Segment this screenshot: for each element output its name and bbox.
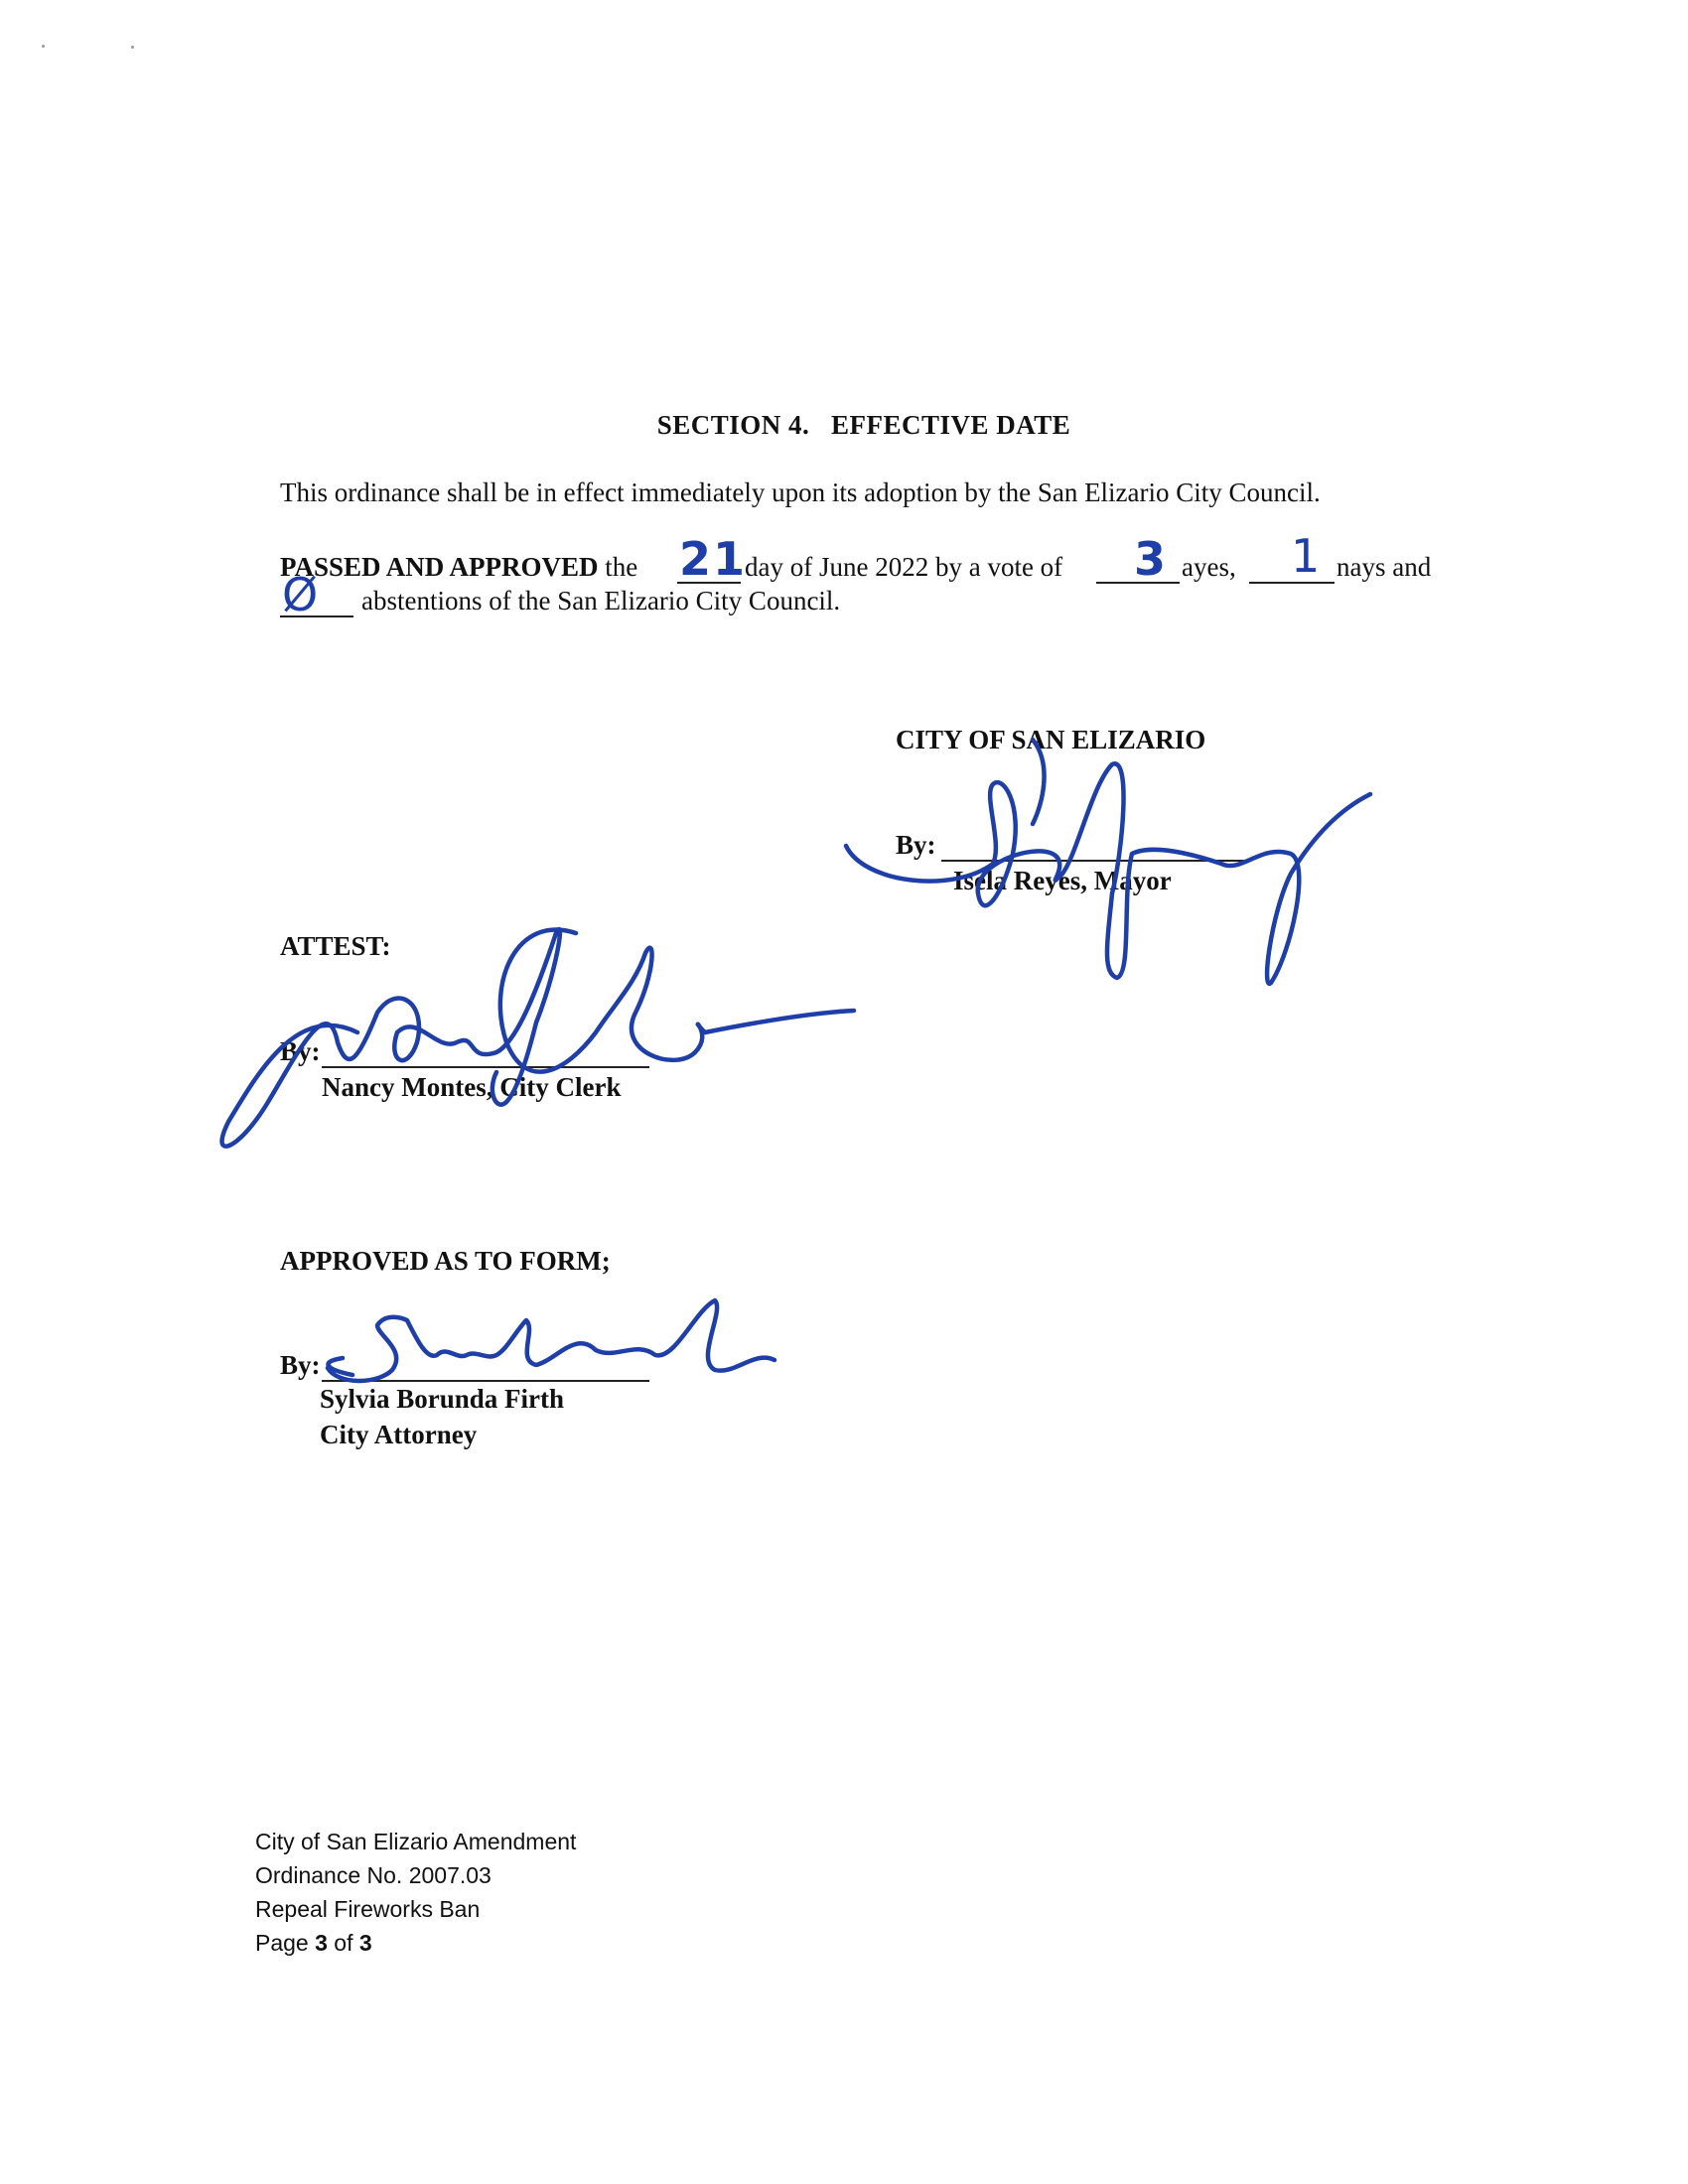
attest-signer: Nancy Montes, City Clerk: [322, 1072, 622, 1102]
page-total: 3: [358, 1930, 372, 1956]
day-text: day of June 2022 by a vote of: [745, 552, 1063, 582]
approved-signature-line: [322, 1380, 649, 1382]
footer-line-3: Repeal Fireworks Ban: [255, 1896, 481, 1922]
day-blank: [677, 582, 741, 584]
page-prefix: Page: [255, 1930, 309, 1956]
attest-by-label: By:: [280, 1036, 321, 1066]
city-signer: Isela Reyes, Mayor: [953, 866, 1172, 895]
scan-speck: [131, 46, 134, 49]
page-current: 3: [315, 1930, 328, 1956]
footer-line-2: Ordinance No. 2007.03: [255, 1862, 492, 1888]
abstentions-text: abstentions of the San Elizario City Council.: [361, 586, 841, 615]
nays-blank: [1249, 582, 1335, 584]
ayes-text: ayes,: [1182, 552, 1236, 582]
passed-approved-line: [280, 552, 637, 583]
effective-text: This ordinance shall be in effect immediately upon its adoption by the San Elizario City Council.: [280, 478, 1321, 507]
passed-lead: PASSED AND APPROVED: [280, 552, 599, 582]
attorney-signature-icon: [328, 1300, 774, 1381]
attest-signature-line: [322, 1066, 649, 1068]
approved-by-label: By:: [280, 1350, 321, 1380]
city-by-label: By:: [896, 830, 936, 860]
abstentions-value: Ø: [282, 568, 319, 621]
attest-label: ATTEST:: [280, 931, 391, 961]
the-word: the: [605, 552, 638, 582]
day-value: 21: [679, 532, 748, 586]
footer-page: [255, 1930, 372, 1957]
city-signature-line: [941, 860, 1249, 862]
ayes-blank: [1096, 582, 1180, 584]
approved-signer-title: City Attorney: [320, 1420, 478, 1449]
approved-form-label: APPROVED AS TO FORM;: [280, 1246, 611, 1276]
nays-text: nays and: [1336, 552, 1432, 582]
approved-signer-name: Sylvia Borunda Firth: [320, 1384, 565, 1414]
page-of: of: [334, 1930, 353, 1956]
nays-value: 1: [1291, 529, 1321, 583]
ayes-value: 3: [1134, 532, 1167, 586]
footer-line-1: City of San Elizario Amendment: [255, 1829, 577, 1854]
abstentions-blank: [280, 615, 353, 617]
scan-speck: [42, 45, 45, 48]
city-title: CITY OF SAN ELIZARIO: [896, 725, 1206, 754]
section-heading: SECTION 4. EFFECTIVE DATE: [656, 410, 1071, 440]
